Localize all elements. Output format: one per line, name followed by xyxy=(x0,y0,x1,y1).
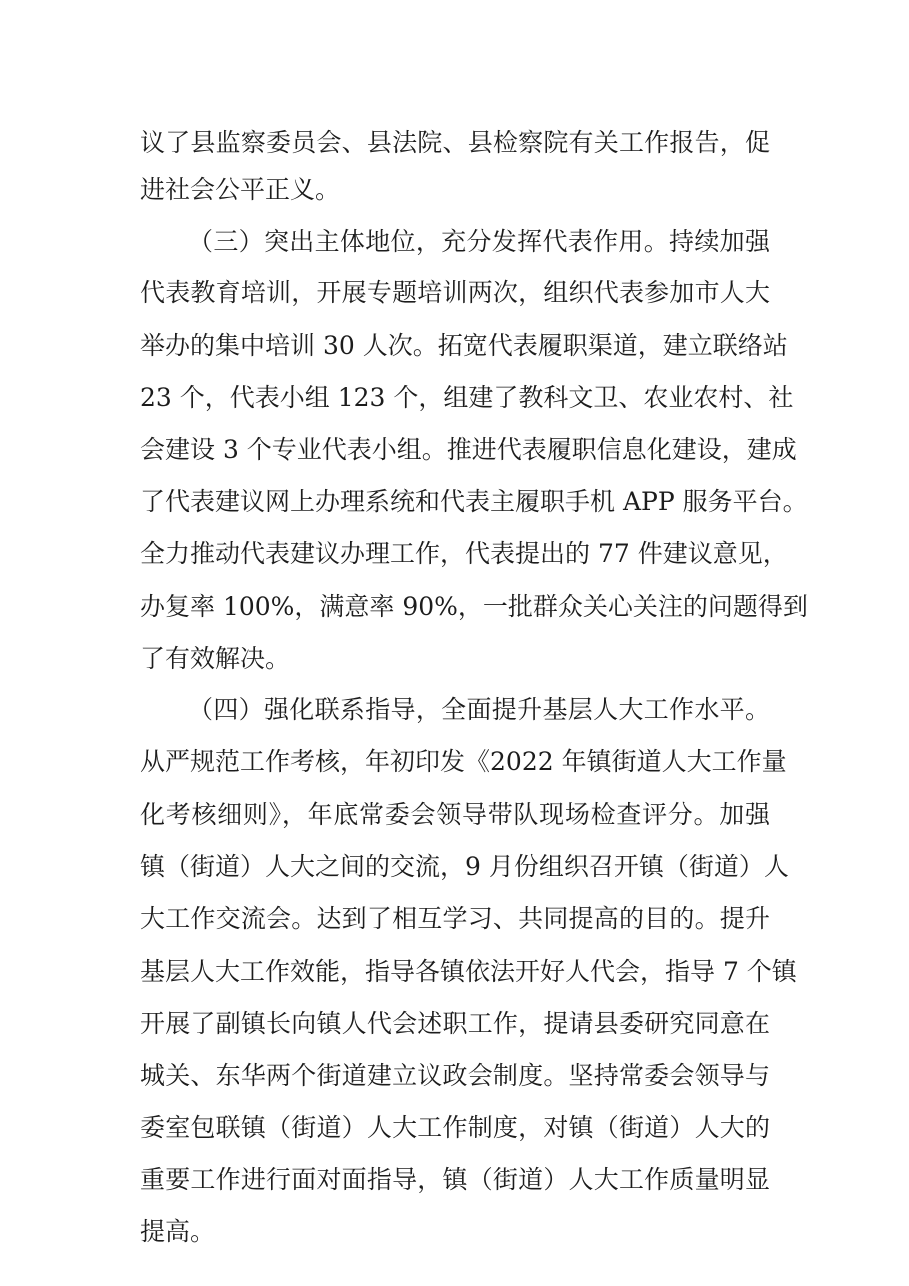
body-line-1: 议了县监察委员会、县法院、县检察院有关工作报告，促 xyxy=(140,128,770,157)
body-line-18: 开展了副镇长向镇人代会述职工作，提请县委研究同意在 xyxy=(140,1009,770,1038)
body-line-10: 办复率 100%，满意率 90%，一批群众关心关注的问题得到 xyxy=(140,592,808,621)
body-line-8: 了代表建议网上办理系统和代表主履职手机 APP 服务平台。 xyxy=(140,487,808,516)
body-line-16: 大工作交流会。达到了相互学习、共同提高的目的。提升 xyxy=(140,904,770,933)
body-line-4: 代表教育培训，开展专题培训两次，组织代表参加市人大 xyxy=(140,278,770,307)
body-line-17: 基层人大工作效能，指导各镇依法开好人代会，指导 7 个镇 xyxy=(140,957,797,986)
body-line-11: 了有效解决。 xyxy=(140,644,291,673)
body-line-14: 化考核细则》，年底常委会领导带队现场检查评分。加强 xyxy=(140,800,770,829)
body-line-13: 从严规范工作考核，年初印发《2022 年镇街道人大工作量 xyxy=(140,747,787,776)
body-line-2: 进社会公平正义。 xyxy=(140,175,341,204)
body-line-7: 会建设 3 个专业代表小组。推进代表履职信息化建设，建成 xyxy=(140,435,797,464)
body-line-22: 提高。 xyxy=(140,1217,216,1246)
body-line-19: 城关、东华两个街道建立议政会制度。坚持常委会领导与 xyxy=(140,1061,770,1090)
section-three-heading-line: （三）突出主体地位，充分发挥代表作用。持续加强 xyxy=(188,227,770,256)
body-line-15: 镇（街道）人大之间的交流，9 月份组织召开镇（街道）人 xyxy=(140,852,789,881)
body-line-20: 委室包联镇（街道）人大工作制度，对镇（街道）人大的 xyxy=(140,1113,770,1142)
section-four-heading-line: （四）强化联系指导，全面提升基层人大工作水平。 xyxy=(188,695,770,724)
body-line-9: 全力推动代表建议办理工作，代表提出的 77 件建议意见， xyxy=(140,539,788,568)
body-line-6: 23 个，代表小组 123 个，组建了教科文卫、农业农村、社 xyxy=(140,383,794,412)
body-line-5: 举办的集中培训 30 人次。拓宽代表履职渠道，建立联络站 xyxy=(140,331,788,360)
body-line-21: 重要工作进行面对面指导，镇（街道）人大工作质量明显 xyxy=(140,1165,770,1194)
